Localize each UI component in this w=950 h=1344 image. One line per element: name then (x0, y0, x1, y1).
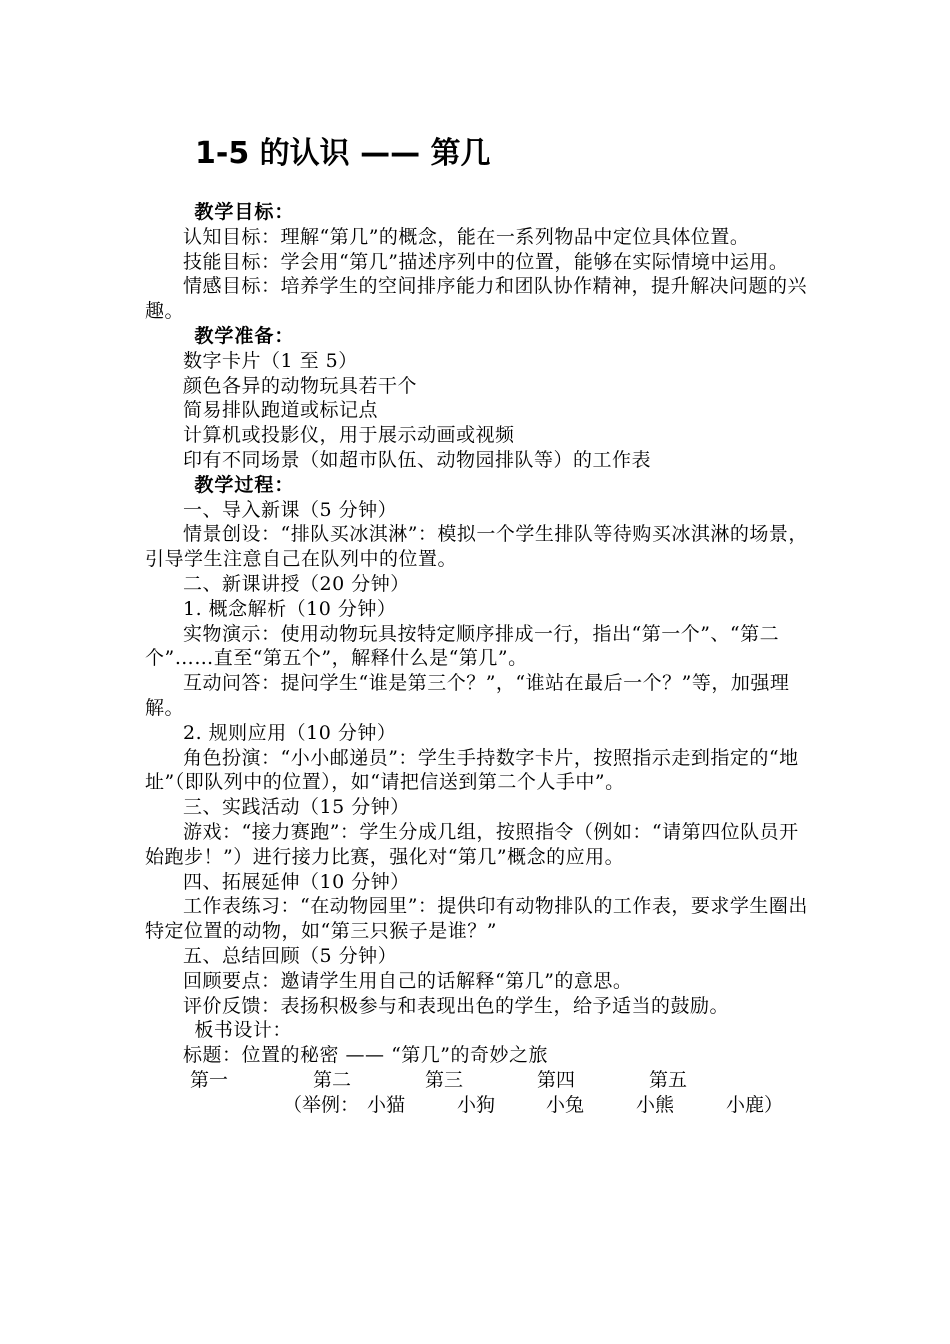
board-example-close: ） (764, 1093, 784, 1116)
board-ordinal: 第三 (425, 1068, 464, 1091)
preparation-item: 简易排队跑道或标记点 (183, 399, 379, 422)
objective-skill: 技能目标：学会用“第几”描述序列中的位置，能够在实际情境中运用。 (183, 250, 789, 273)
board-ordinal: 第四 (537, 1068, 576, 1091)
board-example-row (145, 1093, 810, 1118)
process-line: 实物演示：使用动物玩具按特定顺序排成一行，指出“第一个”、“第二个”……直至“第五个”，解释什么是“第几”。 (145, 622, 780, 670)
preparation-item: 印有不同场景（如超市队伍、动物园排队等）的工作表 (183, 448, 652, 471)
process-line: 2. 规则应用（10 分钟） (183, 721, 397, 744)
process-line: 回顾要点：邀请学生用自己的话解释“第几”的意思。 (183, 969, 633, 992)
board-animal: 小鹿 (726, 1093, 765, 1116)
board-ordinal: 第五 (649, 1068, 688, 1091)
process-line: 四、拓展延伸（10 分钟） (183, 870, 410, 893)
process-line: 互动问答：提问学生“谁是第三个？”，“谁站在最后一个？”等，加强理解。 (145, 672, 790, 719)
process-line: 工作表练习：“在动物园里”：提供印有动物排队的工作表，要求学生圈出特定位置的动物，如“第三只猴子是谁？” (145, 895, 808, 943)
process-line: 一、导入新课（5 分钟） (183, 498, 398, 521)
section-heading-board: 板书设计： (194, 1019, 292, 1042)
process-line: 五、总结回顾（5 分钟） (183, 944, 398, 967)
process-line: 评价反馈：表扬积极参与和表现出色的学生，给予适当的鼓励。 (183, 994, 730, 1017)
preparation-item: 颜色各异的动物玩具若干个 (183, 374, 418, 397)
section-heading-preparation: 教学准备： (194, 324, 295, 347)
objective-cognitive: 认知目标：理解“第几”的概念，能在一系列物品中定位具体位置。 (183, 225, 750, 248)
page-title: 1-5 的认识 —— 第几 (195, 136, 491, 171)
board-animal: 小狗 (457, 1093, 496, 1116)
section-heading-objectives: 教学目标： (194, 201, 295, 223)
board-title: 标题：位置的秘密 —— “第几”的奇妙之旅 (183, 1044, 549, 1067)
board-ordinal: 第二 (313, 1068, 352, 1091)
process-line: 游戏：“接力赛跑”：学生分成几组，按照指令（例如：“请第四位队员开始跑步！”）进行接力比赛，强化对“第几”概念的应用。 (145, 820, 799, 868)
objective-emotion: 情感目标：培养学生的空间排序能力和团队协作精神，提升解决问题的兴趣。 (145, 275, 808, 323)
process-line: 1. 概念解析（10 分钟） (183, 597, 397, 620)
board-animal: 小熊 (636, 1093, 675, 1116)
process-line: 二、新课讲授（20 分钟） (183, 572, 410, 595)
section-heading-process: 教学过程： (194, 473, 295, 496)
board-ordinal: 第一 (190, 1068, 229, 1091)
document-body (145, 200, 810, 1117)
process-line: 三、实践活动（15 分钟） (183, 796, 410, 819)
preparation-item: 计算机或投影仪，用于展示动画或视频 (183, 424, 515, 447)
process-line: 情景创设：“排队买冰淇淋”：模拟一个学生排队等待购买冰淇淋的场景，引导学生注意自己在队列中的位置。 (145, 523, 808, 571)
process-line: 角色扮演：“小小邮递员”：学生手持数字卡片，按照指示走到指定的“地址”（即队列中的位置），如“请把信送到第二个人手中”。 (145, 746, 799, 794)
board-animal: 小兔 (546, 1093, 585, 1116)
board-example-open: （举例： (283, 1093, 360, 1116)
board-animal: 小猫 (367, 1093, 406, 1116)
board-ordinals-row (145, 1068, 810, 1093)
preparation-item: 数字卡片（1 至 5） (183, 349, 358, 372)
